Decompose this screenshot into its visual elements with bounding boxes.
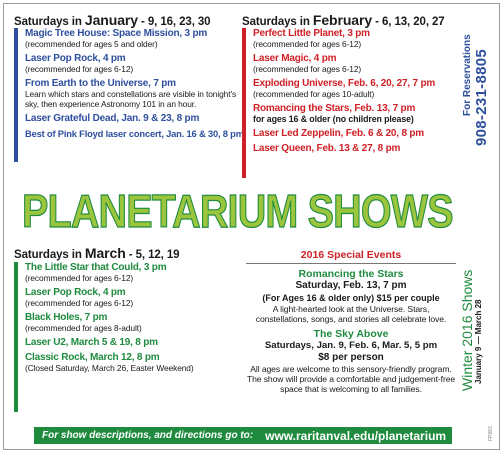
special-event-price: $8 per person [318,352,384,363]
event-item [253,103,457,124]
january-month: January [84,12,138,28]
event-title: Laser Pop Rock, 4 pm [25,287,126,298]
special-event-when: Saturdays, Jan. 9, Feb. 6, Mar. 5, 5 pm [264,340,438,351]
event-item [25,128,244,139]
event-note: (recommended for ages 5 and older) [25,39,158,49]
event-title: Romancing the Stars, Feb. 13, 7 pm [253,103,416,114]
event-note: (Closed Saturday, March 26, Easter Weekend) [25,363,194,373]
event-item [25,287,239,308]
event-item [25,262,239,283]
website-link[interactable]: www.raritanval.edu/planetarium [265,428,447,443]
february-heading [242,12,462,28]
season-label: Winter 2016 Shows [459,269,475,391]
special-event-title: Romancing the Stars [298,268,404,280]
event-title: Classic Rock, March 12, 8 pm [25,352,160,363]
event-title: From Earth to the Universe, 7 pm [25,78,176,89]
event-item [253,143,457,154]
event-item [25,28,239,49]
february-section [242,12,462,28]
march-heading-prefix: Saturdays in [14,249,85,261]
reservations-label: For Reservations [462,34,473,116]
february-heading-prefix: Saturdays in [242,16,313,28]
reservations-phone: 908-231-8805 [473,48,490,146]
january-section [14,12,236,28]
event-title: Magic Tree House: Space Mission, 3 pm [25,28,208,39]
event-item [25,312,239,333]
february-dates: - 6, 13, 20, 27 [372,16,445,28]
march-month: March [84,245,126,261]
special-events [246,249,456,394]
event-title: Laser Magic, 4 pm [253,53,337,64]
february-month: February [312,12,373,28]
event-note: (recommended for ages 6-12) [253,64,362,74]
event-item [25,53,239,74]
event-note: (recommended for ages 10-adult) [253,89,375,99]
event-title: Exploding Universe, Feb. 6, 20, 27, 7 pm [253,78,436,89]
march-events [14,262,239,412]
event-title: The Little Star that Could, 3 pm [25,262,167,273]
special-event-title: The Sky Above [313,328,389,340]
event-title: Best of Pink Floyd laser concert, Jan. 16 & 30, 8 pm [25,128,244,139]
event-title: Laser Led Zeppelin, Feb. 6 & 20, 8 pm [253,128,424,139]
footer-lead: For show descriptions, and directions go to: [42,430,254,441]
march-heading [14,245,244,261]
event-item [25,113,239,124]
event-note: for ages 16 & older (no children please) [253,114,414,124]
event-item [25,78,239,109]
event-item [253,28,457,49]
event-item [253,128,457,139]
footer-banner [34,427,452,444]
event-title: Laser Queen, Feb. 13 & 27, 8 pm [253,143,401,154]
event-item [253,78,457,99]
special-event-price: (For Ages 16 & older only) $15 per couple [262,293,440,303]
february-events [242,28,457,178]
season-range: January 9 — March 28 [474,299,483,384]
print-code: FP883 [488,426,494,441]
event-note: (recommended for ages 6-12) [25,273,134,283]
event-title: Laser U2, March 5 & 19, 8 pm [25,337,158,348]
march-dates: - 5, 12, 19 [125,249,180,261]
event-note: (recommended for ages 6-12) [253,39,362,49]
special-event-description: All ages are welcome to this sensory-friendly program. The show will provide a comfortable and judgement-free space that is welcoming to all families. [246,364,456,394]
january-heading-prefix: Saturdays in [14,16,85,28]
event-item [25,337,239,348]
march-section [14,245,244,261]
january-events [14,28,244,162]
event-note: (recommended for ages 6-12) [25,64,134,74]
page-title: PLANETARIUM SHOWS [22,185,453,237]
event-note: (recommended for ages 6-12) [25,298,134,308]
event-note: (recommended for ages 8-adult) [25,323,142,333]
event-title: Perfect Little Planet, 3 pm [253,28,370,39]
event-title: Laser Grateful Dead, Jan. 9 & 23, 8 pm [25,113,200,124]
event-item [253,53,457,74]
january-heading [14,12,236,28]
event-title: Laser Pop Rock, 4 pm [25,53,126,64]
special-event-when: Saturday, Feb. 13, 7 pm [295,280,407,291]
january-dates: - 9, 16, 23, 30 [137,16,211,28]
event-title: Black Holes, 7 pm [25,312,108,323]
event-item [25,352,239,373]
flyer [3,3,500,450]
special-event-description: A light-hearted look at the Universe. Stars, constellations, songs, and stories all celebrate love. [255,304,447,324]
special-events-heading: 2016 Special Events [246,249,456,264]
event-note: Learn which stars and constellations are visible in tonight's sky, then experience Astronomy 101 in an hour. [25,89,237,109]
